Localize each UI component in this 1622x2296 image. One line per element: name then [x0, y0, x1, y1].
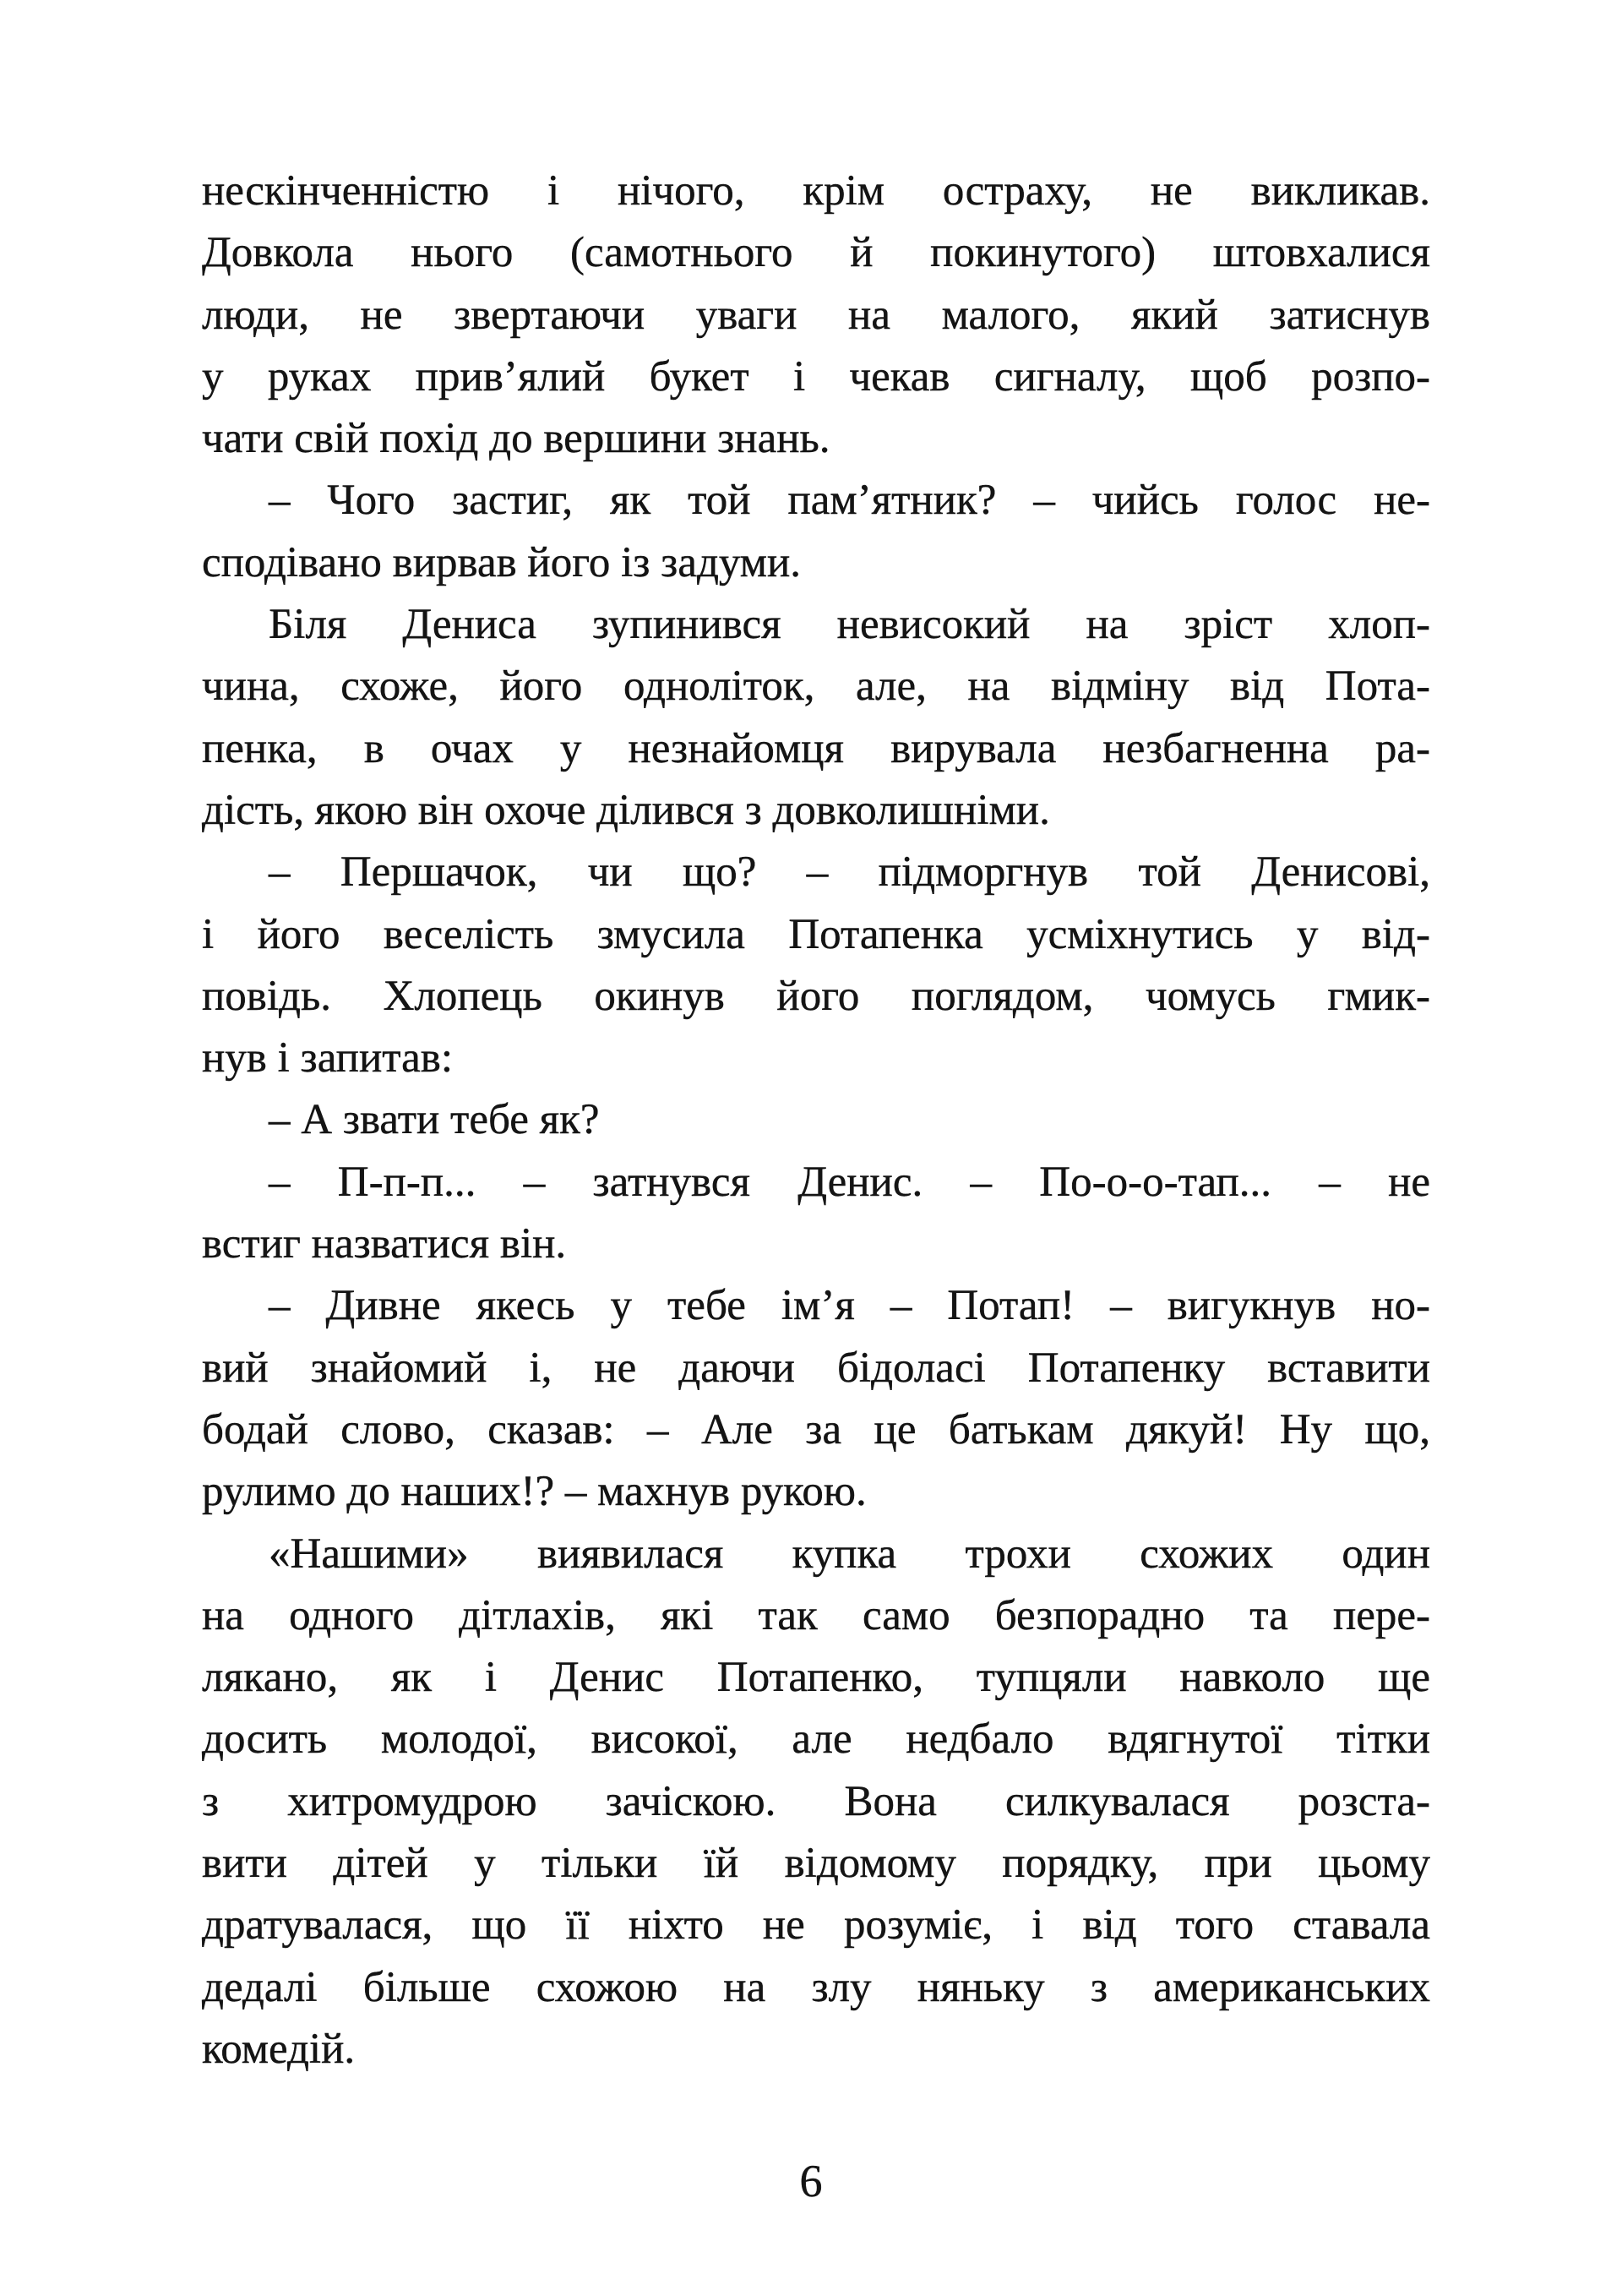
text-line: – А звати тебе як? [269, 1096, 600, 1144]
body-text [202, 161, 1430, 2081]
text-line: «Нашими» виявилася купка трохи схожих один [269, 1530, 1430, 1578]
text-line: пенка, в очах у незнайомця вирувала незбагненна ра- [202, 724, 1430, 772]
text-line: повідь. Хлопець окинув його поглядом, чомусь гмик- [202, 972, 1430, 1020]
text-line: нув і запитав: [202, 1034, 454, 1083]
text-line: сподівано вирвав його із задуми. [202, 538, 802, 586]
text-line: дість, якою він охоче ділився з довколишніми. [202, 786, 1050, 834]
text-line: – Першачок, чи що? – підморгнув той Денисові, [269, 848, 1430, 897]
text-line: комедій. [202, 2025, 356, 2073]
text-line: – П-п-п... – затнувся Денис. – По-о-о-тап... – не [269, 1158, 1430, 1206]
text-line: лякано, як і Денис Потапенко, тупцяли навколо ще [202, 1654, 1430, 1702]
text-line: вити дітей у тільки їй відомому порядку, при цьому [202, 1840, 1430, 1888]
text-line: бодай слово, сказав: – Але за це батькам дякуй! Ну що, [202, 1405, 1430, 1453]
text-line: дратувалася, що її ніхто не розуміє, і від того ставала [202, 1901, 1430, 1950]
text-line: нескінченністю і нічого, крім остраху, не викликав. [202, 167, 1430, 215]
text-line: вий знайомий і, не даючи бідоласі Потапенку вставити [202, 1344, 1430, 1392]
text-line: люди, не звертаючи уваги на малого, який затиснув [202, 291, 1430, 339]
text-line: дедалі більше схожою на злу няньку з американських [202, 1963, 1430, 2011]
text-line: з хитромудрою зачіскою. Вона силкувалася розста- [202, 1777, 1430, 1825]
text-line: і його веселість змусила Потапенка усміхнутись у від- [202, 910, 1430, 958]
text-line: досить молодої, високої, але недбало вдягнутої тітки [202, 1715, 1430, 1764]
text-line: чина, схоже, його одноліток, але, на відміну від Пота- [202, 663, 1430, 711]
text-line: Біля Дениса зупинився невисокий на зріст хлоп- [269, 601, 1430, 649]
text-line: у руках прив’ялий букет і чекав сигналу, щоб розпо- [202, 352, 1430, 401]
text-line: рулимо до наших!? – махнув рукою. [202, 1468, 867, 1516]
page-number: 6 [799, 2156, 823, 2206]
text-line: на одного дітлахів, які так само безпорадно та пере- [202, 1591, 1430, 1639]
text-line: – Чого застиг, як той пам’ятник? – чийсь голос не- [269, 477, 1430, 525]
text-line: – Дивне якесь у тебе ім’я – Потап! – вигукнув но- [269, 1282, 1430, 1330]
text-line: встиг назватися він. [202, 1220, 567, 1268]
text-line: чати свій похід до вершини знань. [202, 415, 830, 463]
text-line: Довкола нього (самотнього й покинутого) штовхалися [202, 229, 1430, 277]
